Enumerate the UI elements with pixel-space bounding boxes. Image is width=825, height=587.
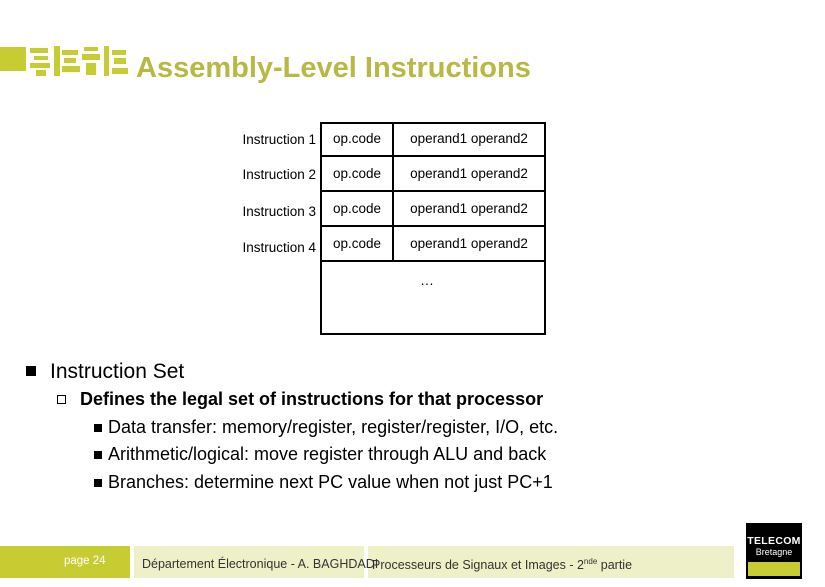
calligraphy-logo-icon	[28, 44, 130, 78]
opcode-cell: op.code	[322, 192, 394, 225]
page-number: page 24	[64, 555, 106, 567]
instruction-label: Instruction 2	[242, 167, 316, 182]
footer-department: Département Électronique - A. BAGHDADI	[142, 557, 379, 571]
instruction-row	[320, 157, 544, 192]
operands-cell: operand1 operand2	[410, 166, 528, 181]
instruction-label: Instruction 4	[242, 240, 316, 255]
telecom-logo-line2: Bretagne	[755, 547, 793, 557]
header-accent-gap	[0, 71, 26, 77]
telecom-logo-line1: TELECOM	[747, 535, 801, 547]
opcode-cell: op.code	[322, 122, 394, 155]
list-item: Data transfer: memory/register, register/register, I/O, etc.	[108, 417, 559, 437]
slide-title: Assembly-Level Instructions	[136, 52, 531, 84]
footer-course: Processeurs de Signaux et Images - 2nde partie	[372, 557, 633, 573]
operands-cell: operand1 operand2	[410, 131, 528, 146]
operands-cell: operand1 operand2	[410, 201, 528, 216]
instruction-row	[320, 122, 544, 157]
square-bullet-icon	[26, 366, 36, 376]
square-bullet-icon	[94, 451, 102, 459]
list-item: Branches: determine next PC value when not just PC+1	[108, 472, 553, 492]
instruction-row	[320, 192, 544, 227]
operands-cell: operand1 operand2	[410, 236, 528, 251]
instruction-label: Instruction 1	[242, 132, 316, 147]
square-bullet-icon	[94, 424, 102, 432]
telecom-logo-strip	[748, 562, 800, 576]
square-bullet-icon	[94, 479, 102, 487]
hollow-square-bullet-icon	[57, 395, 66, 404]
opcode-cell: op.code	[322, 227, 394, 260]
section-heading: Instruction Set	[50, 360, 185, 383]
memory-ellipsis: …	[420, 272, 434, 288]
opcode-cell: op.code	[322, 157, 394, 190]
instruction-row	[320, 227, 544, 262]
section-subheading: Defines the legal set of instructions for that processor	[80, 389, 544, 409]
instruction-label: Instruction 3	[242, 204, 316, 219]
list-item: Arithmetic/logical: move register through ALU and back	[108, 444, 547, 464]
